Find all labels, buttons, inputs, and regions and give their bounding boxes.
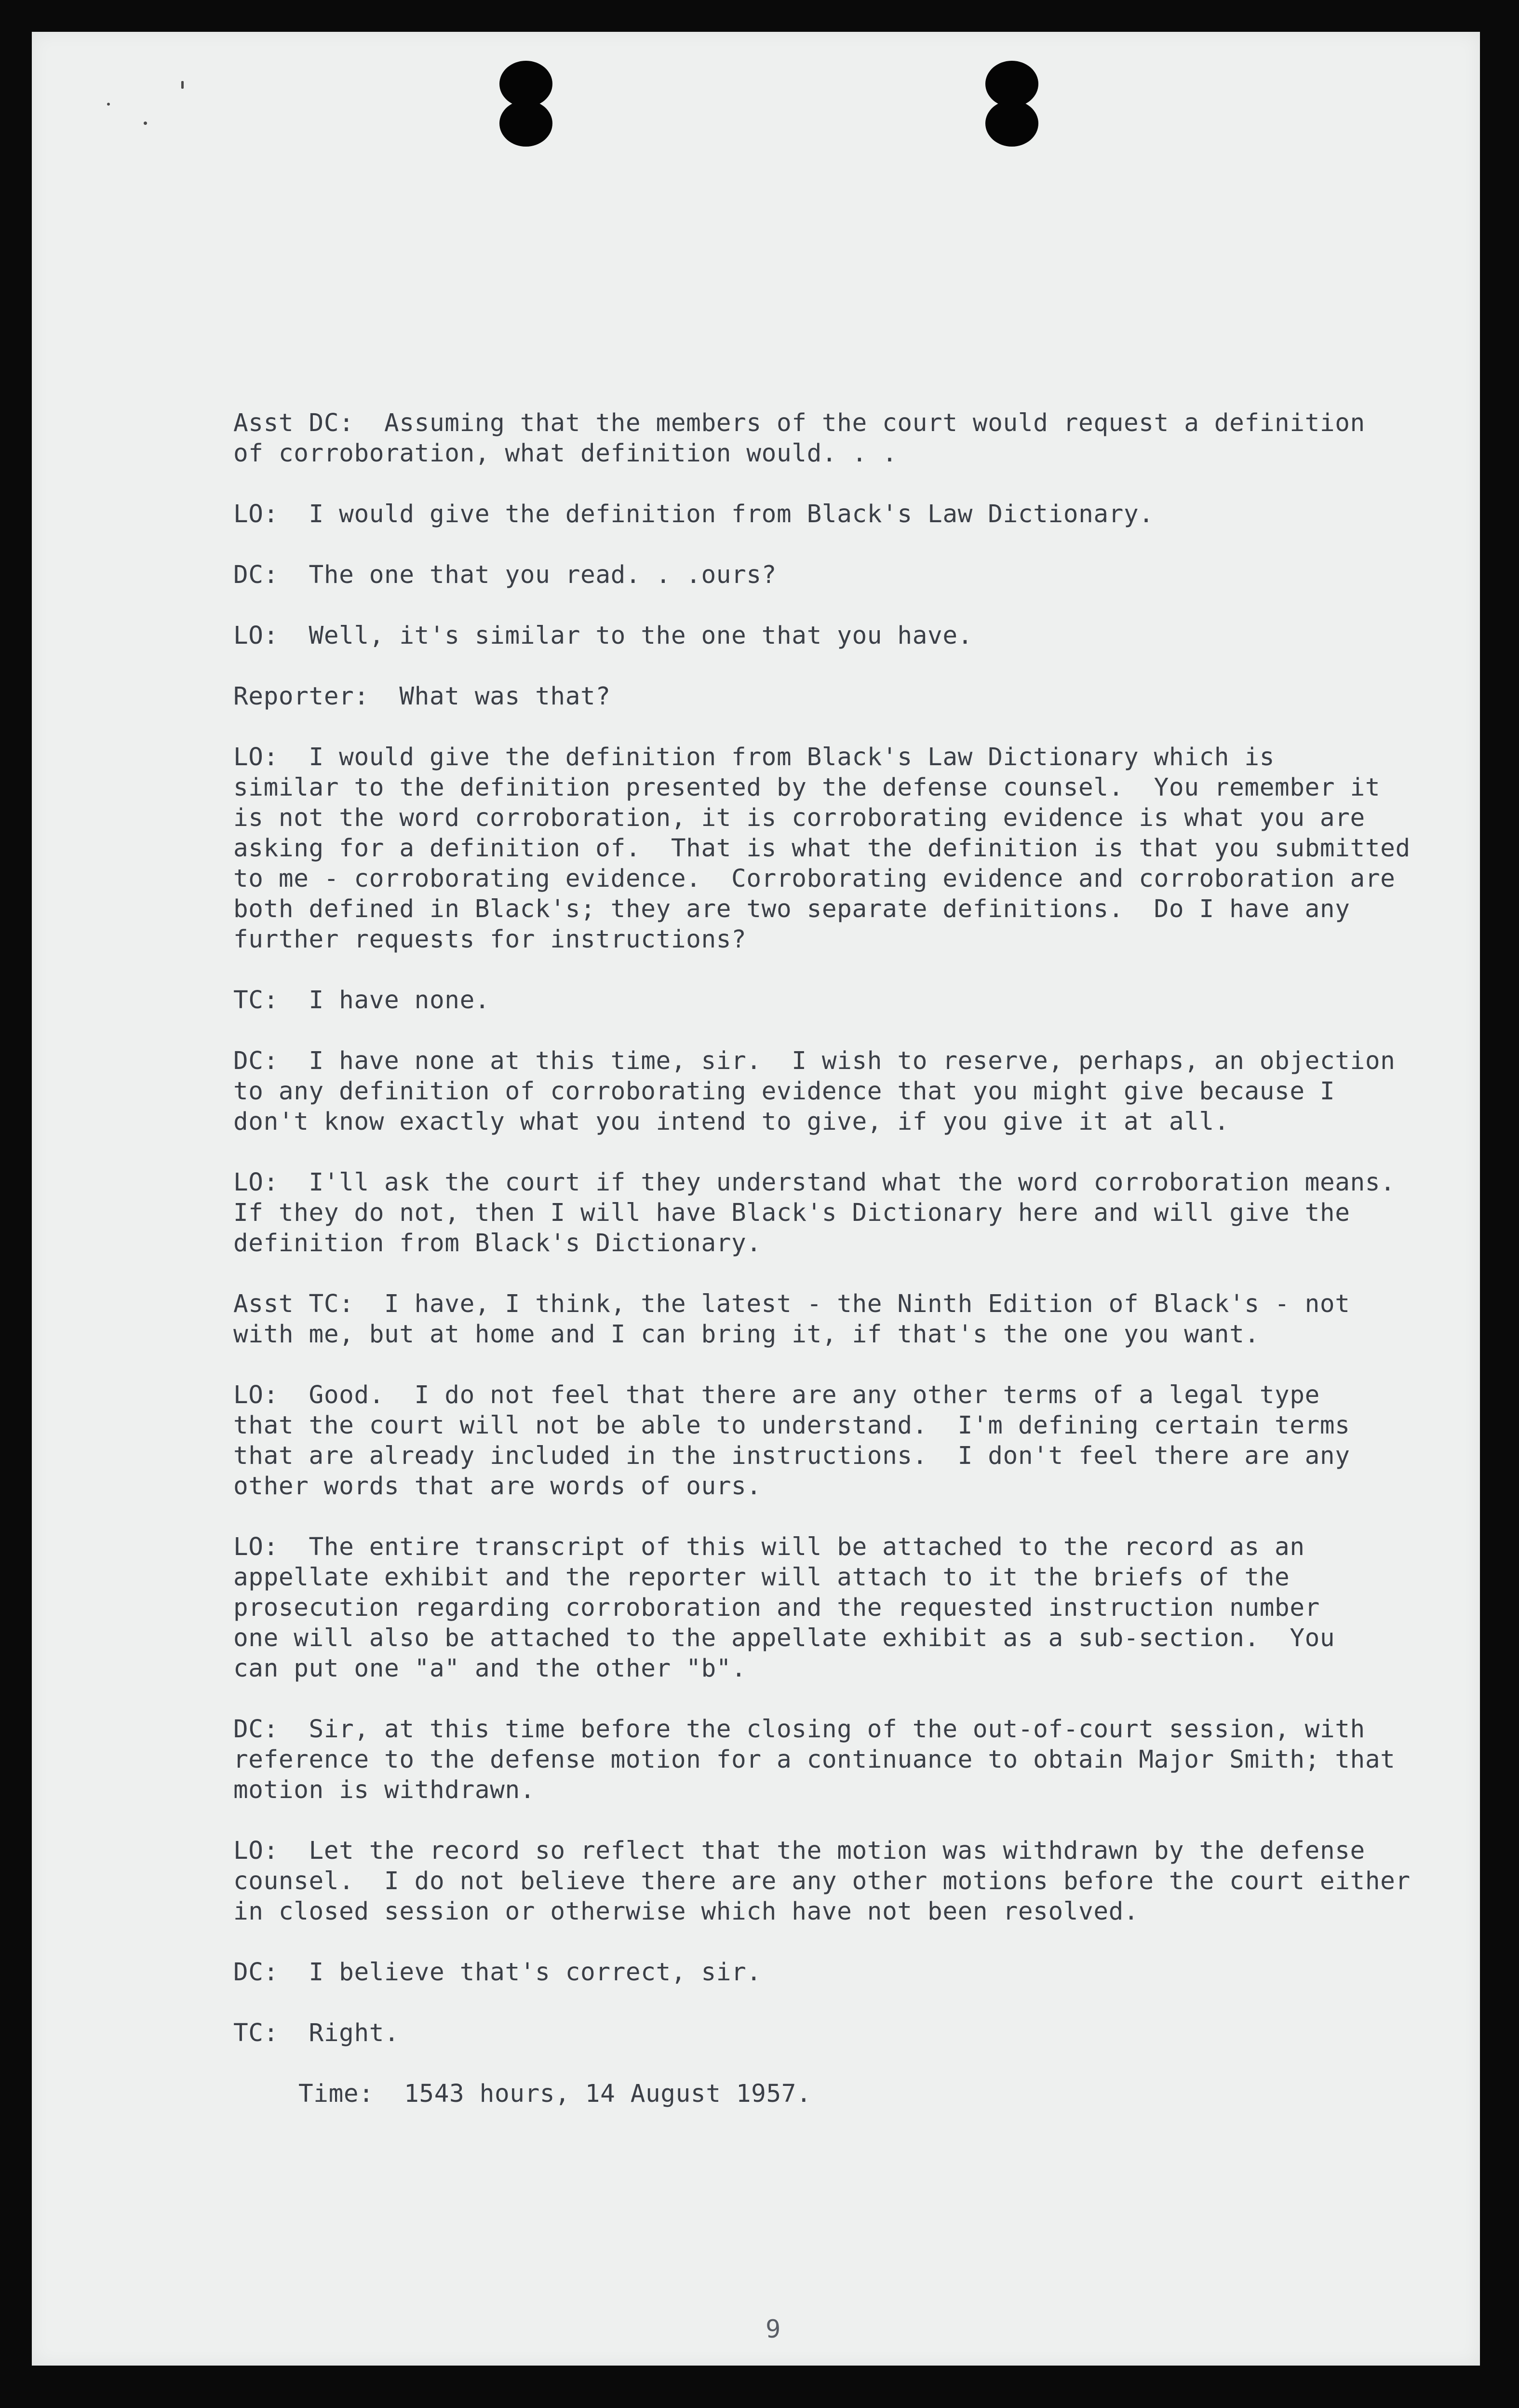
paragraph-text: What was that?: [369, 682, 611, 711]
speaker-label: DC:: [233, 1958, 279, 1987]
speaker-label: DC:: [233, 1715, 279, 1744]
transcript-paragraph: [233, 2018, 1414, 2048]
paragraph-text: The one that you read. . .ours?: [278, 561, 777, 589]
paragraph-text: I'll ask the court if they understand what the word corroboration means. If they do not, then I will have Black's Dictionary here and will give the definition from Black's Dictionary.: [233, 1168, 1396, 1258]
paragraph-text: The entire transcript of this will be attached to the record as an appellate exhibit and the reporter will attach to it the briefs of the prosecution regarding corroboration and the requested instruction number one will also be attached to the appellate exhibit as a sub-section. You can put one "a" and the other "b".: [233, 1533, 1335, 1683]
transcript-paragraph: [233, 408, 1414, 469]
transcript-paragraph: [233, 1957, 1414, 1988]
paragraph-text: Good. I do not feel that there are any other terms of a legal type that the court will not be able to understand. I'm defining certain terms that are already included in the instructions. I don't feel there are any other words that are words of ours.: [233, 1381, 1350, 1501]
paper-speck: [144, 122, 147, 125]
transcript-paragraph: [233, 1714, 1414, 1805]
speaker-label: LO:: [233, 1168, 279, 1197]
page-number: 9: [766, 2315, 781, 2344]
paragraph-text: Sir, at this time before the closing of the out-of-court session, with reference to the defense motion for a continuance to obtain Major Smith; that motion is withdrawn.: [233, 1715, 1396, 1804]
speaker-label: Reporter:: [233, 682, 369, 711]
speaker-label: TC:: [233, 986, 279, 1015]
paragraph-text: I have none at this time, sir. I wish to reserve, perhaps, an objection to any definition of corroborating evidence that you might give because I don't know exactly what you intend to give, if you give it at all.: [233, 1047, 1396, 1136]
transcript-paragraph: [233, 499, 1414, 529]
transcript-paragraph: [233, 560, 1414, 590]
binder-hole-left: [497, 61, 554, 148]
time-stamp-line: Time: 1543 hours, 14 August 1957.: [298, 2080, 812, 2108]
transcript-paragraph: [233, 1289, 1414, 1350]
speaker-label: LO:: [233, 1533, 279, 1561]
transcript-paragraph: [233, 742, 1414, 955]
transcript-paragraph: [233, 1836, 1414, 1927]
paragraph-text: I have, I think, the latest - the Ninth Edition of Black's - not with me, but at home and I can bring it, if that's the one you want.: [233, 1290, 1350, 1349]
paragraph-text: I have none.: [278, 986, 490, 1015]
paper-speck: [181, 81, 184, 89]
transcript-paragraph: [233, 1046, 1414, 1137]
paragraph-text: I would give the definition from Black's Law Dictionary.: [278, 500, 1154, 528]
paragraph-text: Let the record so reflect that the motion was withdrawn by the defense counsel. I do not believe there are any other motions before the court either in closed session or otherwise which have not been resolved.: [233, 1837, 1411, 1926]
transcript-paragraph: [233, 681, 1414, 712]
transcript-paragraph: [233, 985, 1414, 1015]
transcript-paragraph: [233, 1380, 1414, 1502]
speaker-label: LO:: [233, 1837, 279, 1865]
paragraph-text: I believe that's correct, sir.: [278, 1958, 762, 1987]
speaker-label: Asst DC:: [233, 409, 354, 437]
speaker-label: TC:: [233, 2019, 279, 2047]
document-page: [32, 32, 1480, 2366]
paragraph-text: I would give the definition from Black's Law Dictionary which is similar to the definition presented by the defense counsel. You remember it is not the word corroboration, it is corroborating evidence is what you are asking for a definition of. That is what the definition is that you submitted to me - corroborating evidence. Corroborating evidence and corroboration are both defined in Black's; they are two separate definitions. Do I have any further requests for instructions?: [233, 743, 1411, 954]
speaker-label: LO:: [233, 500, 279, 528]
transcript-paragraph: [233, 621, 1414, 651]
paragraph-text: Right.: [278, 2019, 400, 2047]
transcript-paragraph: [233, 1167, 1414, 1258]
transcript-body: [233, 408, 1414, 2139]
paragraph-text: Well, it's similar to the one that you have.: [278, 622, 973, 650]
speaker-label: LO:: [233, 1381, 279, 1409]
speaker-label: LO:: [233, 743, 279, 771]
speaker-label: DC:: [233, 1047, 279, 1075]
transcript-paragraph: [233, 1532, 1414, 1684]
binder-hole-right: [983, 61, 1040, 148]
paper-speck: [107, 103, 110, 106]
speaker-label: Asst TC:: [233, 1290, 354, 1318]
paragraph-text: Assuming that the members of the court would request a definition of corroboration, what definition would. . .: [233, 409, 1365, 468]
speaker-label: DC:: [233, 561, 279, 589]
speaker-label: LO:: [233, 622, 279, 650]
